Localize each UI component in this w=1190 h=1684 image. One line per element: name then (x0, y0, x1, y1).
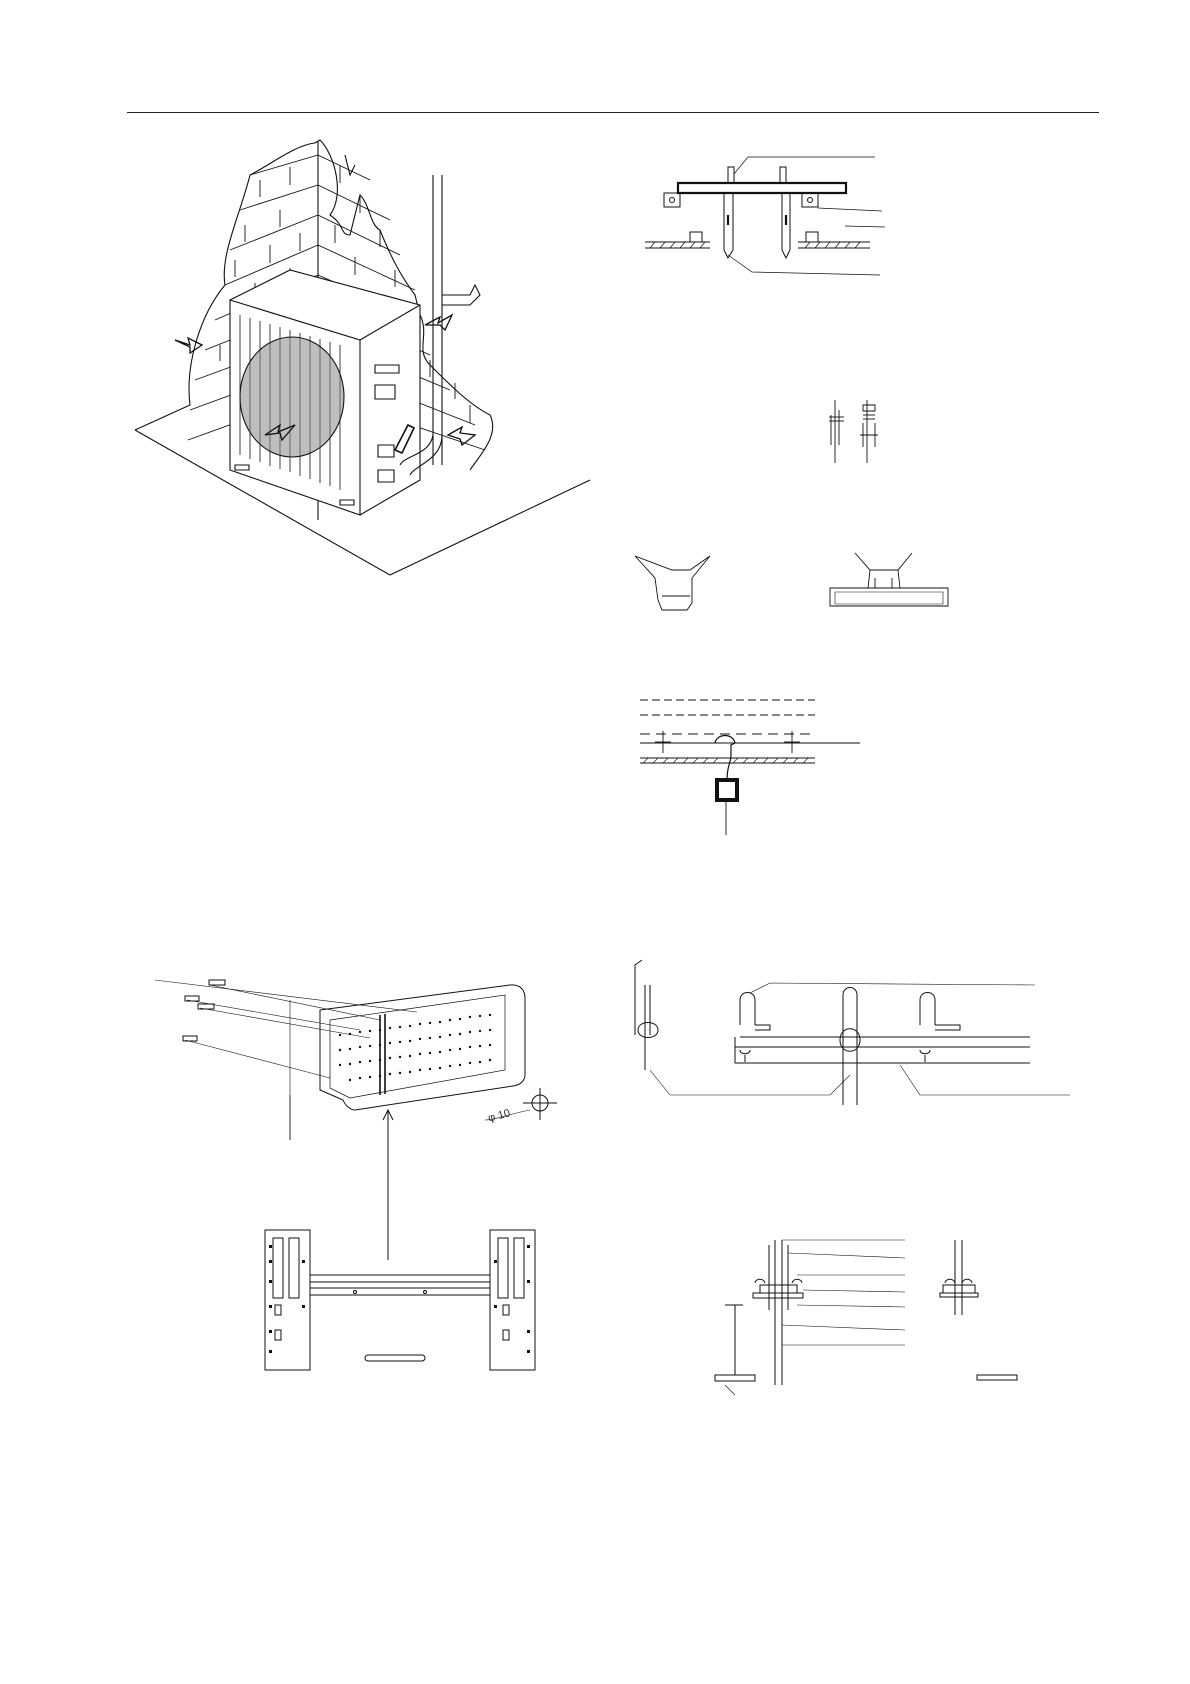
drain-joint-section (635, 695, 870, 835)
bolt-washer-section (715, 1235, 1025, 1395)
hole-diameter-label: φ 10 (486, 1107, 512, 1125)
bracket-bolt-section (640, 150, 900, 280)
header-rule (127, 112, 1099, 113)
rail-section (630, 955, 1080, 1125)
outdoor-unit-wall-illustration (130, 135, 590, 595)
bolt-detail (820, 395, 900, 465)
rubber-foot-icons (630, 548, 990, 628)
bracket-exploded-view (155, 960, 575, 1380)
